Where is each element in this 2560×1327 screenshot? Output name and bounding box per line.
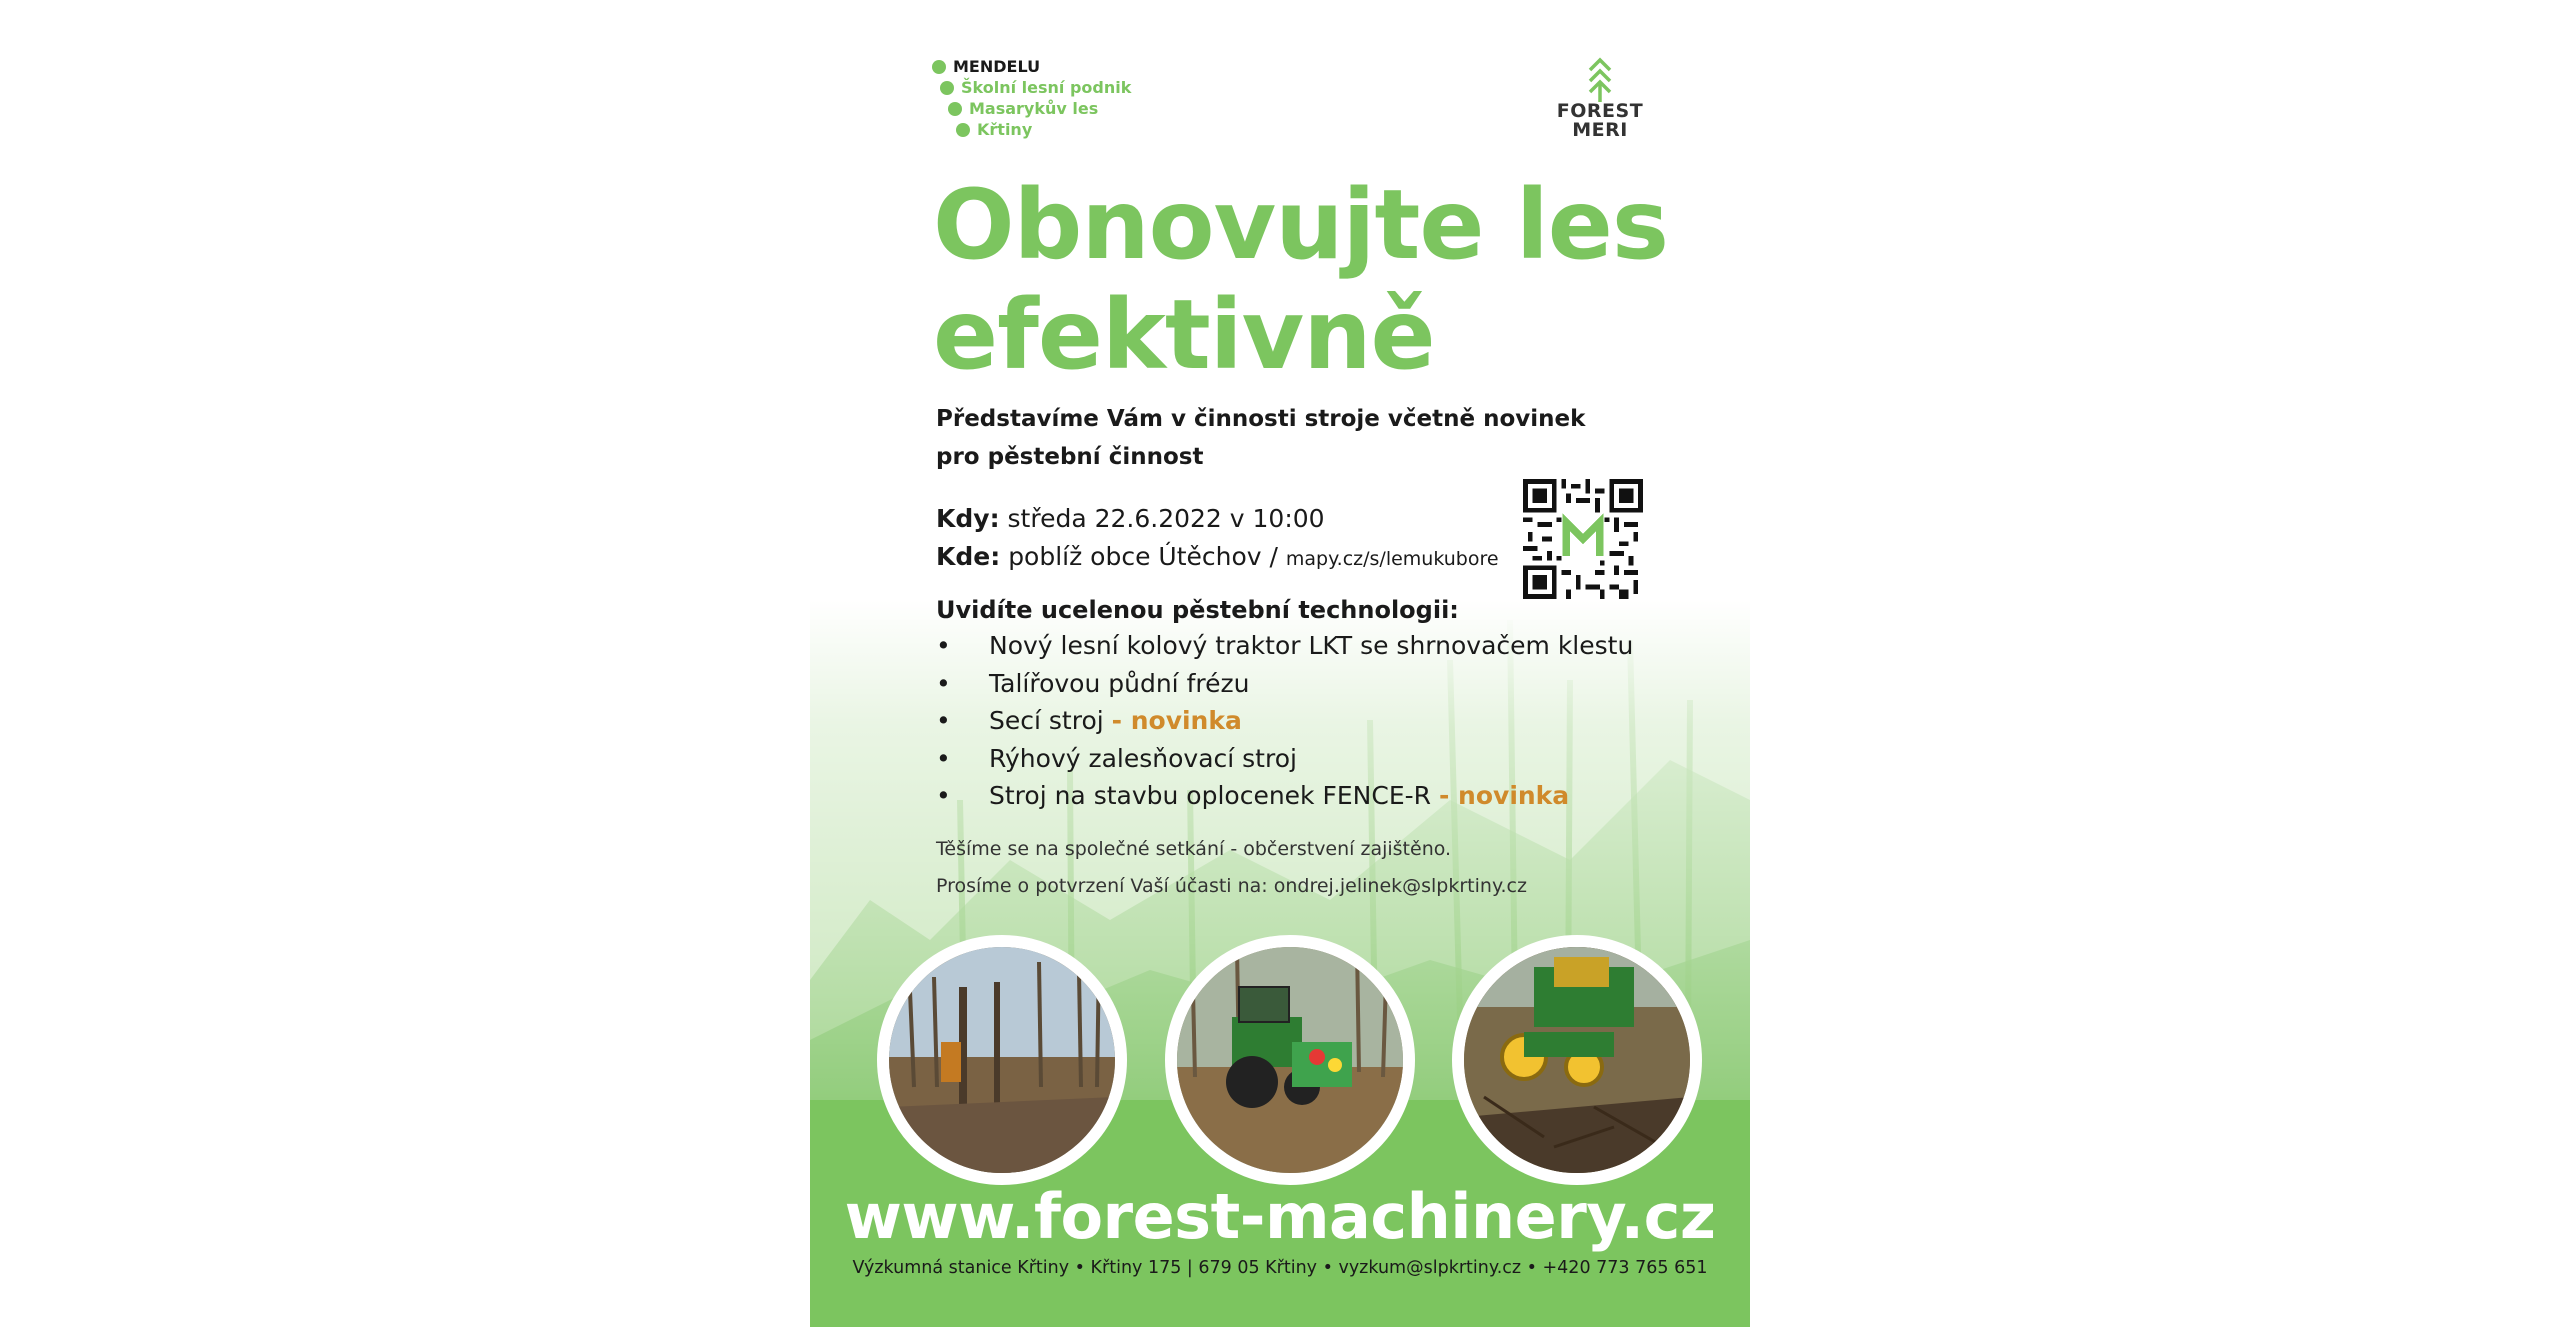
new-badge: - novinka xyxy=(1111,706,1242,735)
page-title xyxy=(933,170,1713,390)
technology-title: Uvidíte ucelenou pěstební technologii: xyxy=(936,596,1459,624)
intro-text: Představíme Vám v činnosti stroje včetně novinek pro pěstební činnost xyxy=(936,406,1586,470)
photo-tractor xyxy=(1165,935,1415,1185)
where-label: Kde: xyxy=(936,542,1001,571)
photo-disc-cutter xyxy=(1452,935,1702,1185)
item-text: Talířovou půdní frézu xyxy=(989,668,1250,698)
note-rsvp: Prosíme o potvrzení Vaší účasti na: ondrej.jelinek@slpkrtiny.cz xyxy=(936,875,1527,897)
qr-code-icon[interactable] xyxy=(1523,479,1643,599)
bullet: • xyxy=(936,781,951,810)
item-text: Rýhový zalesňovací stroj xyxy=(989,743,1297,773)
forest-meri-logo xyxy=(1550,56,1650,140)
event-where xyxy=(936,538,1499,578)
logo-line: Masarykův les xyxy=(969,99,1099,118)
item-text: Stroj na stavbu oplocenek FENCE-R xyxy=(989,781,1432,810)
bullet: • xyxy=(936,668,951,698)
event-poster xyxy=(810,0,1750,1327)
technology-list xyxy=(936,627,1633,815)
event-when xyxy=(936,500,1325,538)
where-value: poblíž obce Útěchov / xyxy=(1008,542,1278,571)
note-refreshment: Těšíme se na společné setkání - občerstvení zajištěno. xyxy=(936,838,1452,860)
forest-meri-line: MERI xyxy=(1572,119,1628,141)
forest-meri-line: FOREST xyxy=(1556,100,1644,122)
website-url[interactable]: www.forest-machinery.cz xyxy=(844,1180,1716,1253)
bullet: • xyxy=(936,743,951,773)
item-text: Nový lesní kolový traktor LKT se shrnovačem klestu xyxy=(989,631,1634,660)
title-line: efektivně xyxy=(933,279,1435,391)
bullet: • xyxy=(936,706,951,735)
when-label: Kdy: xyxy=(936,504,1000,533)
bullet: • xyxy=(936,631,951,660)
logo-dot xyxy=(932,60,946,74)
logo-line: Školní lesní podnik xyxy=(961,78,1132,97)
photo-fence-machine xyxy=(877,935,1127,1185)
when-value: středa 22.6.2022 v 10:00 xyxy=(1007,504,1325,533)
map-link[interactable]: mapy.cz/s/lemukubore xyxy=(1285,548,1499,570)
forest-meri-logo-icon xyxy=(1585,56,1615,102)
list-item xyxy=(936,702,1633,740)
logo-dot xyxy=(940,81,954,95)
list-item xyxy=(936,627,1633,665)
contact-line: Výzkumná stanice Křtiny • Křtiny 175 | 679 05 Křtiny • vyzkum@slpkrtiny.cz • +420 773 765 651 xyxy=(852,1258,1708,1278)
list-item xyxy=(936,665,1633,703)
logo-line: Křtiny xyxy=(977,120,1033,139)
list-item xyxy=(936,777,1633,815)
item-text: Secí stroj xyxy=(989,706,1104,735)
new-badge: - novinka xyxy=(1438,781,1570,810)
logo-line: MENDELU xyxy=(953,57,1041,76)
list-item xyxy=(936,740,1633,778)
title-line: Obnovujte les xyxy=(933,169,1669,281)
mendelu-logo xyxy=(932,56,1131,140)
logo-dot xyxy=(948,102,962,116)
logo-dot xyxy=(956,123,970,137)
